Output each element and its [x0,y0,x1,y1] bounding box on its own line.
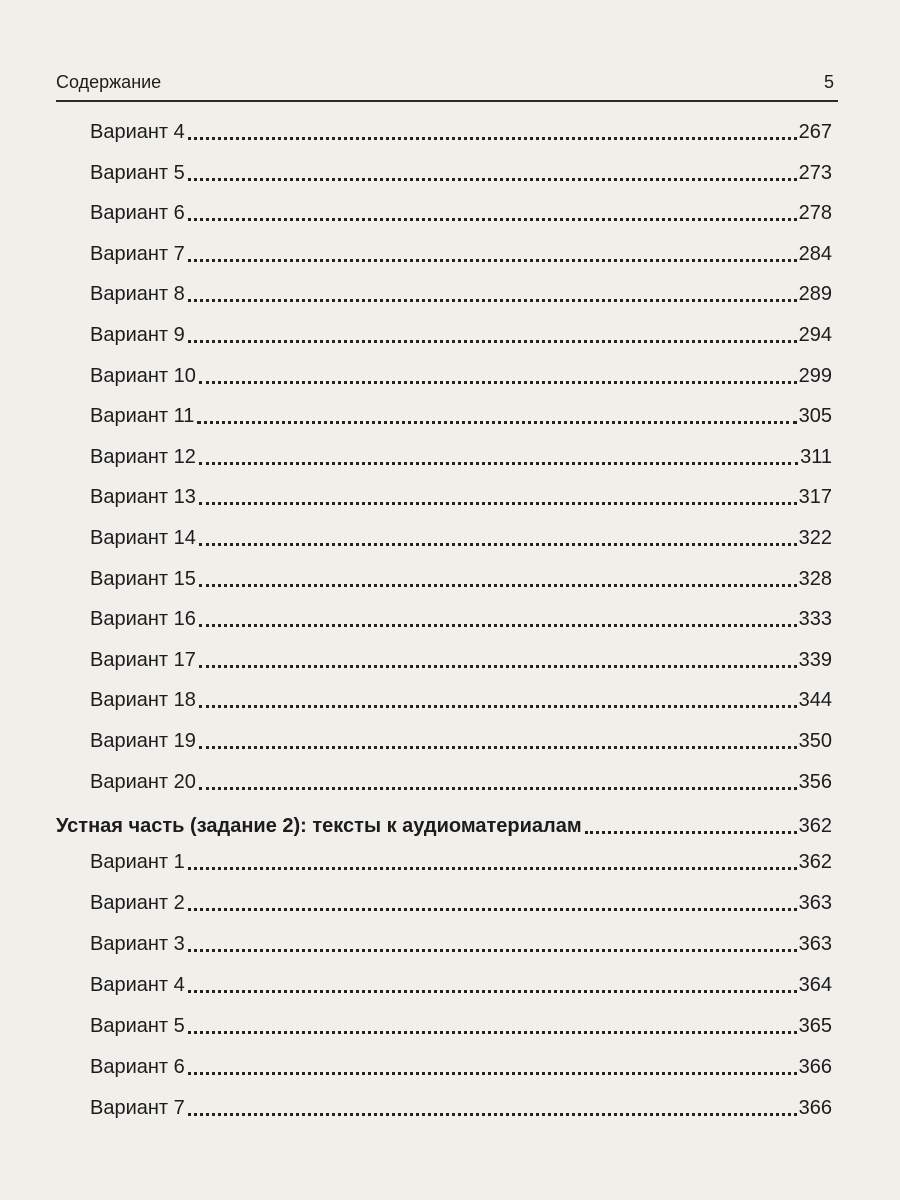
toc-entry-label: Вариант 11 [90,405,195,428]
toc-entry [90,676,832,712]
toc-entry-page: 322 [798,527,832,549]
toc-entry-label: Вариант 8 [90,283,185,306]
toc-entry [90,838,832,874]
toc-entry [90,149,832,185]
toc-entry [90,473,832,509]
toc-entry-label: Вариант 7 [90,242,185,265]
dot-leader [188,137,797,140]
toc-entry-label: Вариант 7 [90,1097,185,1119]
toc-entry-page: 363 [798,892,832,914]
toc-entry-label: Вариант 6 [90,1056,185,1078]
dot-leader [188,340,797,343]
toc-entry-page: 284 [798,242,832,265]
toc-entry [90,555,832,591]
toc-entry-page: 273 [798,161,832,184]
toc-entry-page: 366 [798,1097,832,1119]
dot-leader [188,990,797,993]
toc-entry-label: Вариант 10 [90,364,196,387]
dot-leader [188,259,797,262]
toc-entry-label: Вариант 12 [90,445,196,468]
toc-entry [90,514,832,550]
toc-entry-page: 365 [798,1015,832,1037]
dot-leader [585,831,797,834]
dot-leader [199,787,797,790]
toc-entry [90,311,832,347]
toc-entry [90,433,832,469]
toc-entry-label: Вариант 2 [90,892,185,914]
toc-section-label: Устная часть (задание 2): тексты к аудиоматериалам [56,815,582,837]
dot-leader [188,908,797,911]
toc-entry-page: 363 [798,933,832,955]
dot-leader [197,421,796,424]
dot-leader [199,543,797,546]
toc-entry-page: 344 [798,689,832,712]
toc-entry-page: 311 [800,445,832,468]
dot-leader [188,178,797,181]
toc-entry-label: Вариант 4 [90,974,185,996]
toc-entry-page: 278 [798,202,832,225]
toc-section-page: 362 [798,815,832,837]
toc-entry [90,879,832,915]
toc-entry-label: Вариант 5 [90,161,185,184]
toc-entry-label: Вариант 6 [90,202,185,225]
toc-entry-page: 305 [798,405,832,428]
dot-leader [188,299,797,302]
page-number: 5 [823,72,834,92]
toc-entry-label: Вариант 17 [90,648,196,671]
toc-entry-page: 299 [798,364,832,387]
running-head [56,66,838,102]
toc-entry-page: 289 [798,283,832,306]
toc-entry [90,189,832,225]
dot-leader [188,867,797,870]
dot-leader [188,1113,797,1116]
toc-entry-page: 339 [798,648,832,671]
dot-leader [188,1072,797,1075]
toc-entry [90,270,832,306]
dot-leader [199,502,797,505]
toc-entry [90,1084,832,1120]
dot-leader [188,218,797,221]
toc-entry [90,961,832,997]
toc-entry-label: Вариант 16 [90,608,196,631]
toc-entry-page: 267 [798,121,832,143]
dot-leader [188,949,797,952]
toc-entry-label: Вариант 15 [90,567,196,590]
toc-entry-label: Вариант 4 [90,121,185,143]
dot-leader [199,665,797,668]
toc-entry [90,758,832,794]
dot-leader [199,462,798,465]
toc-entry [90,1002,832,1038]
toc-entry-page: 350 [798,730,832,752]
toc-entry-label: Вариант 13 [90,486,196,509]
toc-entry-label: Вариант 19 [90,730,196,752]
toc-entry [90,920,832,956]
toc-entry-page: 294 [798,324,832,346]
toc-entry [90,595,832,631]
toc-entry-page: 356 [798,770,832,793]
toc-entry-page: 366 [798,1056,832,1078]
toc-entry-label: Вариант 14 [90,527,196,549]
toc-entry [90,392,832,428]
toc-entry [90,108,832,144]
dot-leader [199,584,797,587]
toc-entry [90,352,832,388]
toc-entry-label: Вариант 3 [90,933,185,955]
toc-entry [90,636,832,672]
toc-entry [90,230,832,266]
toc-entry-label: Вариант 20 [90,770,196,793]
toc-entry-page: 364 [798,974,832,996]
dot-leader [188,1031,797,1034]
dot-leader [199,624,797,627]
toc-entry-page: 333 [798,608,832,631]
toc-entry-label: Вариант 5 [90,1015,185,1037]
toc-entry [90,717,832,753]
toc-entry-label: Вариант 1 [90,851,185,873]
dot-leader [199,381,797,384]
toc-section-entry [56,802,832,838]
toc-entry-label: Вариант 9 [90,324,185,346]
running-head-title: Содержание [56,72,162,92]
toc-entry-page: 317 [798,486,832,509]
toc-entry-page: 328 [798,567,832,590]
toc-entry-label: Вариант 18 [90,689,196,712]
dot-leader [199,746,797,749]
dot-leader [199,705,797,708]
toc-entry [90,1043,832,1079]
toc-entry-page: 362 [798,851,832,873]
